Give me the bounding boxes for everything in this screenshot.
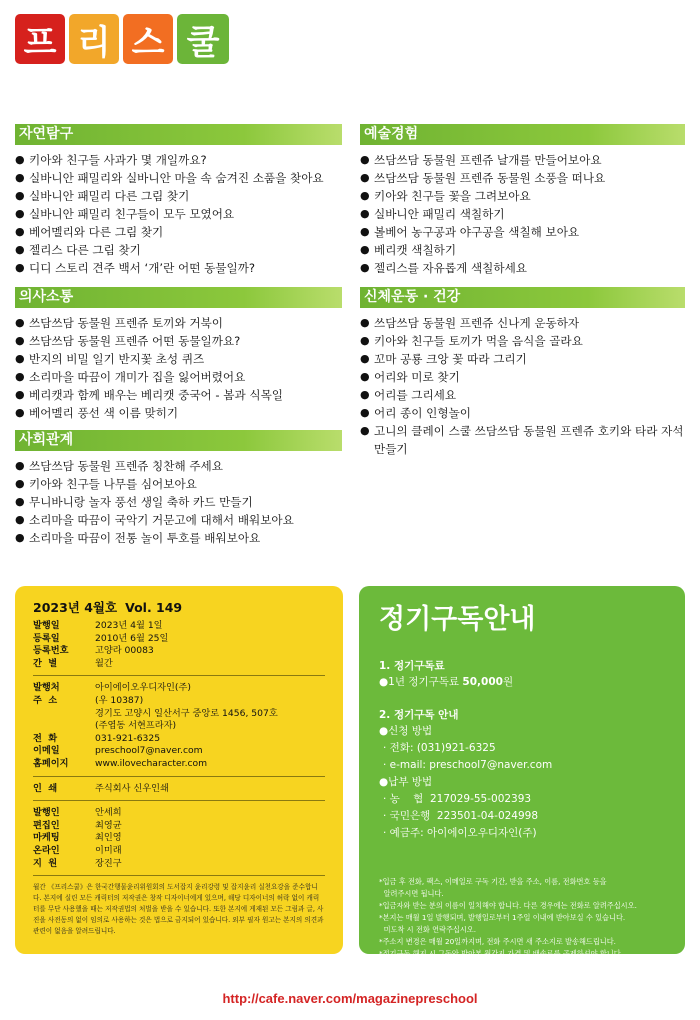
bank-nonghyup: · 농 협 217029-55-002393: [383, 793, 532, 805]
imprint-value: 031-921-6325: [95, 732, 161, 744]
imprint-group-registration: [33, 620, 325, 670]
bullet: ●: [15, 495, 25, 508]
list-item: [360, 205, 685, 223]
imprint-key: 전 화: [33, 732, 58, 744]
imprint-value: (우 10387): [95, 694, 144, 706]
section-list-nature: [15, 151, 342, 277]
imprint-key: 주 소: [33, 694, 58, 706]
list-item: [15, 493, 342, 511]
apply-phone: · 전화: (031)921-6325: [383, 742, 496, 754]
imprint-row: [33, 633, 325, 646]
list-item-text: 쓰담쓰담 동물원 프렌쥬 토끼와 거북이: [29, 316, 223, 330]
bullet: ●: [360, 225, 370, 238]
bullet: ●: [360, 207, 370, 220]
imprint-key: 이메일: [33, 745, 60, 757]
list-item: [15, 404, 342, 422]
list-item: [15, 169, 342, 187]
imprint-key: 등록번호: [33, 645, 69, 657]
imprint-row: [33, 745, 325, 758]
list-item: [360, 422, 685, 458]
logo-block-4: 쿨: [177, 14, 229, 64]
divider: [33, 875, 325, 876]
list-item-text: 키아와 친구들 나무를 심어보아요: [29, 477, 197, 491]
imprint-key: 마케팅: [33, 832, 60, 844]
imprint-value: 주식회사 신우인쇄: [95, 782, 169, 794]
bullet: ●: [360, 370, 370, 383]
pay-label: 납부 방법: [388, 776, 433, 788]
note-line: 미도착 시 전화 연락주십시오.: [379, 925, 477, 934]
bank-kookmin: · 국민은행 223501-04-024998: [383, 810, 539, 822]
imprint-row: [33, 620, 325, 633]
list-item-text: 꼬마 공룡 크앙 꽃 따라 그리기: [374, 352, 527, 366]
fee-line: [379, 674, 667, 691]
list-item: [15, 511, 342, 529]
list-item-text: 키아와 친구들 꽃을 그려보아요: [374, 189, 531, 203]
imprint-key: 발행일: [33, 620, 60, 631]
imprint-key: 지 원: [33, 857, 58, 869]
fee-text: 1년 정기구독료: [388, 676, 460, 688]
bullet: ●: [379, 676, 389, 688]
section-list-art: [360, 151, 685, 277]
bullet: ●: [15, 243, 25, 256]
bullet: ●: [360, 406, 370, 419]
list-item-text: 실바니안 패밀리 다른 그림 찾기: [29, 189, 190, 203]
list-item: [360, 404, 685, 422]
bullet: ●: [360, 153, 370, 166]
bullet: ●: [379, 776, 389, 788]
bullet: ●: [15, 388, 25, 401]
imprint-value: 최영균: [95, 819, 122, 831]
list-item: [360, 350, 685, 368]
list-item: [15, 223, 342, 241]
bullet: ●: [360, 243, 370, 256]
list-item-text: 쓰담쓰담 동물원 프렌쥬 동물원 소풍을 떠나요: [374, 171, 606, 185]
bullet: ●: [360, 316, 370, 329]
list-item-text: 반지의 비밀 일기 반지꽃 초성 퀴즈: [29, 352, 205, 366]
list-item-text: 쓰담쓰담 동물원 프렌쥬 칭찬해 주세요: [29, 459, 223, 473]
imprint-value: 아이에이오우디자인(주): [95, 682, 191, 694]
list-item: [360, 223, 685, 241]
bullet: ●: [15, 334, 25, 347]
list-item: [360, 241, 685, 259]
imprint-value: 이미래: [95, 844, 122, 856]
list-item: [15, 475, 342, 493]
list-item: [15, 151, 342, 169]
note-line: *입금 후 전화, 팩스, 이메일로 구독 기간, 받을 주소, 이름, 전화번호 등을: [379, 877, 607, 886]
imprint-value: 최인영: [95, 832, 122, 844]
note-line: *주소지 변경은 매월 20일까지며, 전화 주시면 새 주소지로 발송해드립니다.: [379, 937, 616, 946]
section-list-social: [15, 457, 342, 547]
note-line: *본지는 매월 1일 발행되며, 발행일로부터 1주일 이내에 받아보실 수 있습니다.: [379, 913, 626, 922]
section-header-physical: 신체운동 · 건강: [360, 287, 685, 308]
imprint-row: [33, 682, 325, 695]
section-communication: [15, 287, 342, 422]
imprint-key: 홈페이지: [33, 757, 69, 769]
apply-method: [379, 723, 667, 740]
imprint-value: www.ilovecharacter.com: [95, 757, 208, 769]
list-item-text: 베리캣과 함께 배우는 베리캣 중국어 - 봄과 식목일: [29, 388, 283, 402]
section-nature: [15, 124, 342, 277]
section-header-social: 사회관계: [15, 430, 342, 451]
list-item: [360, 187, 685, 205]
list-item: [360, 314, 685, 332]
subscription-title: 정기구독안내: [379, 604, 536, 635]
list-item-text: 소리마을 따끔이 전통 놀이 투호를 배워보아요: [29, 531, 261, 545]
bullet: ●: [15, 171, 25, 184]
bullet: ●: [15, 406, 25, 419]
bullet: ●: [15, 153, 25, 166]
bullet: ●: [360, 388, 370, 401]
fee-unit: 원: [502, 676, 514, 688]
imprint-key: 간 별: [33, 657, 58, 669]
list-item-text: 어리를 그리세요: [374, 388, 457, 402]
section-header-art: 예술경험: [360, 124, 685, 145]
list-item: [360, 259, 685, 277]
bullet: ●: [15, 261, 25, 274]
issue-volume: Vol. 149: [125, 600, 183, 615]
list-item: [360, 332, 685, 350]
imprint-panel: [15, 586, 343, 954]
imprint-row: [33, 807, 325, 820]
list-item-text: 소리마을 따끔이 개미가 집을 잃어버렸어요: [29, 370, 246, 384]
bullet: ●: [360, 334, 370, 347]
note-line: 알려주시면 됩니다.: [379, 889, 444, 898]
list-item: [15, 332, 342, 350]
section-list-communication: [15, 314, 342, 422]
payment-method: [379, 774, 667, 791]
imprint-key: [33, 708, 95, 721]
imprint-key: 인 쇄: [33, 782, 58, 794]
imprint-row: [33, 695, 325, 708]
bullet: ●: [15, 370, 25, 383]
apply-email: · e-mail: preschool7@naver.com: [383, 759, 553, 771]
list-item-text: 어리와 미로 찾기: [374, 370, 460, 384]
imprint-row: [33, 758, 325, 771]
imprint-row: [33, 845, 325, 858]
list-item-text: 소리마을 따끔이 국악기 거문고에 대해서 배워보아요: [29, 513, 294, 527]
section-art: [360, 124, 685, 277]
imprint-key: 온라인: [33, 844, 60, 856]
section-list-physical: [360, 314, 685, 458]
list-item-text: 고니의 클레이 스쿨 쓰담쓰담 동물원 프렌쥬 호키와 타라 자석 만들기: [374, 424, 684, 456]
section-header-communication: 의사소통: [15, 287, 342, 308]
list-item-text: 젤리스 다른 그림 찾기: [29, 243, 141, 257]
bullet: ●: [360, 171, 370, 184]
bullet: ●: [15, 352, 25, 365]
fee-heading: 1. 정기구독료: [379, 660, 445, 672]
list-item: [360, 368, 685, 386]
cafe-url-link[interactable]: http://cafe.naver.com/magazinepreschool: [222, 991, 478, 1006]
list-item: [15, 259, 342, 277]
list-item: [15, 386, 342, 404]
imprint-row: [33, 658, 325, 671]
fee-value: 50,000: [462, 676, 503, 688]
imprint-value: preschool7@naver.com: [95, 745, 203, 757]
logo-block-3: 스: [123, 14, 173, 64]
apply-label: 신청 방법: [388, 725, 433, 737]
bullet: ●: [15, 189, 25, 202]
list-item: [15, 529, 342, 547]
imprint-value: 고양라 00083: [95, 645, 154, 657]
note-line: *입금자와 받는 분의 이름이 일치해야 합니다. 다른 경우에는 전화로 알려주십시오.: [379, 901, 637, 910]
list-item-text: 디디 스토리 견주 백서 ‘개’란 어떤 동물일까?: [29, 261, 256, 275]
imprint-group-printing: [33, 783, 325, 796]
imprint-row: [33, 820, 325, 833]
preschool-logo: [15, 14, 229, 64]
bullet: ●: [15, 513, 25, 526]
note-line: *정기구독 해지 시 그동안 받아본 월간지 가격 및 배송료를 공제하셔야 합니다.: [379, 949, 623, 958]
imprint-row: [33, 858, 325, 871]
issue-date: 2023년 4월호: [33, 600, 118, 615]
list-item-text: 실바니안 패밀리와 실바니안 마을 속 숨겨진 소품을 찾아요: [29, 171, 324, 185]
imprint-key: [33, 720, 95, 733]
imprint-value: 2023년 4월 1일: [95, 620, 163, 631]
list-item: [15, 350, 342, 368]
imprint-key: 발행처: [33, 682, 60, 694]
subscription-panel: [359, 586, 685, 958]
bullet: ●: [379, 725, 389, 737]
imprint-row: [33, 720, 325, 733]
section-physical: [360, 287, 685, 458]
bullet: ●: [15, 459, 25, 472]
divider: [33, 675, 325, 676]
imprint-row: [33, 783, 325, 796]
logo-block-2: 리: [69, 14, 119, 64]
list-item-text: 베어멜리 풍선 색 이름 맞히기: [29, 406, 179, 420]
list-item: [15, 205, 342, 223]
list-item-text: 젤리스를 자유롭게 색칠하세요: [374, 261, 527, 275]
bullet: ●: [360, 352, 370, 365]
list-item-text: 어리 종이 인형놀이: [374, 406, 471, 420]
list-item-text: 쓰담쓰담 동물원 프렌쥬 날개를 만들어보아요: [374, 153, 602, 167]
issue-heading: [33, 598, 325, 616]
divider: [33, 800, 325, 801]
section-header-nature: 자연탐구: [15, 124, 342, 145]
subscription-notes: [379, 876, 667, 960]
list-item-text: 키아와 친구들 토끼가 먹을 음식을 골라요: [374, 334, 583, 348]
section-social: [15, 430, 342, 547]
list-item-text: 쓰담쓰담 동물원 프렌쥬 신나게 운동하자: [374, 316, 580, 330]
list-item: [15, 457, 342, 475]
list-item: [360, 169, 685, 187]
list-item-text: 베리캣 색칠하기: [374, 243, 457, 257]
imprint-value: (주엽동 서현프라자): [95, 720, 177, 732]
imprint-value: 안세희: [95, 807, 122, 819]
info-heading: 2. 정기구독 안내: [379, 709, 459, 721]
list-item-text: 베어멜리와 다른 그림 찾기: [29, 225, 164, 239]
imprint-key: 편집인: [33, 819, 60, 831]
bullet: ●: [15, 531, 25, 544]
list-item: [15, 314, 342, 332]
bullet: ●: [15, 477, 25, 490]
bullet: ●: [15, 207, 25, 220]
imprint-key: 발행인: [33, 807, 60, 819]
list-item-text: 실바니안 패밀리 색칠하기: [374, 207, 505, 221]
imprint-row: [33, 645, 325, 658]
list-item-text: 키아와 친구들 사과가 몇 개일까요?: [29, 153, 207, 167]
list-item: [360, 151, 685, 169]
list-item-text: 쓰담쓰담 동물원 프렌쥬 어떤 동물일까요?: [29, 334, 241, 348]
imprint-row: [33, 832, 325, 845]
bullet: ●: [360, 261, 370, 274]
imprint-value: 2010년 6월 25일: [95, 632, 169, 644]
imprint-group-staff: [33, 807, 325, 870]
list-item-text: 실바니안 패밀리 친구들이 모두 모였어요: [29, 207, 235, 221]
list-item: [15, 368, 342, 386]
bullet: ●: [15, 316, 25, 329]
imprint-key: 등록일: [33, 632, 60, 644]
bullet: ●: [360, 189, 370, 202]
imprint-value: 경기도 고양시 일산서구 중앙로 1456, 507호: [95, 707, 278, 719]
logo-block-1: 프: [15, 14, 65, 64]
copyright-notice: 월간 《프리스쿨》은 한국간행물윤리위원회의 도서잡지 윤리강령 및 잡지윤리 실천요강을 준수합니다. 본지에 실린 모든 캐릭터의 저작권은 창작 디자이너에게 있으며, 해당 디자이너의 허락 없이 캐릭터를 무단 사용했을 때는 저작권법의 처벌을 받을 수 있습니다. 또한 본지에 게재된 모든 그림과 글, 사진을 사전동의 없이 임의로 사용하는 것은 법으로 금지되어 있습니다. 외부 필자 원고는 본지의 의견과 관련이 없음을 알려드립니다.: [33, 883, 324, 936]
bullet: ●: [15, 225, 25, 238]
account-holder: · 예금주: 아이에이오우디자인(주): [383, 827, 537, 839]
imprint-row: [33, 708, 325, 721]
bullet: ●: [360, 424, 370, 437]
list-item: [15, 187, 342, 205]
list-item-text: 무니바니랑 놀자 풍선 생일 축하 카드 만들기: [29, 495, 253, 509]
list-item-text: 볼베어 농구공과 야구공을 색칠해 보아요: [374, 225, 580, 239]
imprint-value: 장진구: [95, 857, 122, 869]
list-item: [15, 241, 342, 259]
imprint-group-publisher: [33, 682, 325, 770]
list-item: [360, 386, 685, 404]
divider: [33, 776, 325, 777]
imprint-row: [33, 733, 325, 746]
imprint-value: 월간: [95, 657, 113, 669]
